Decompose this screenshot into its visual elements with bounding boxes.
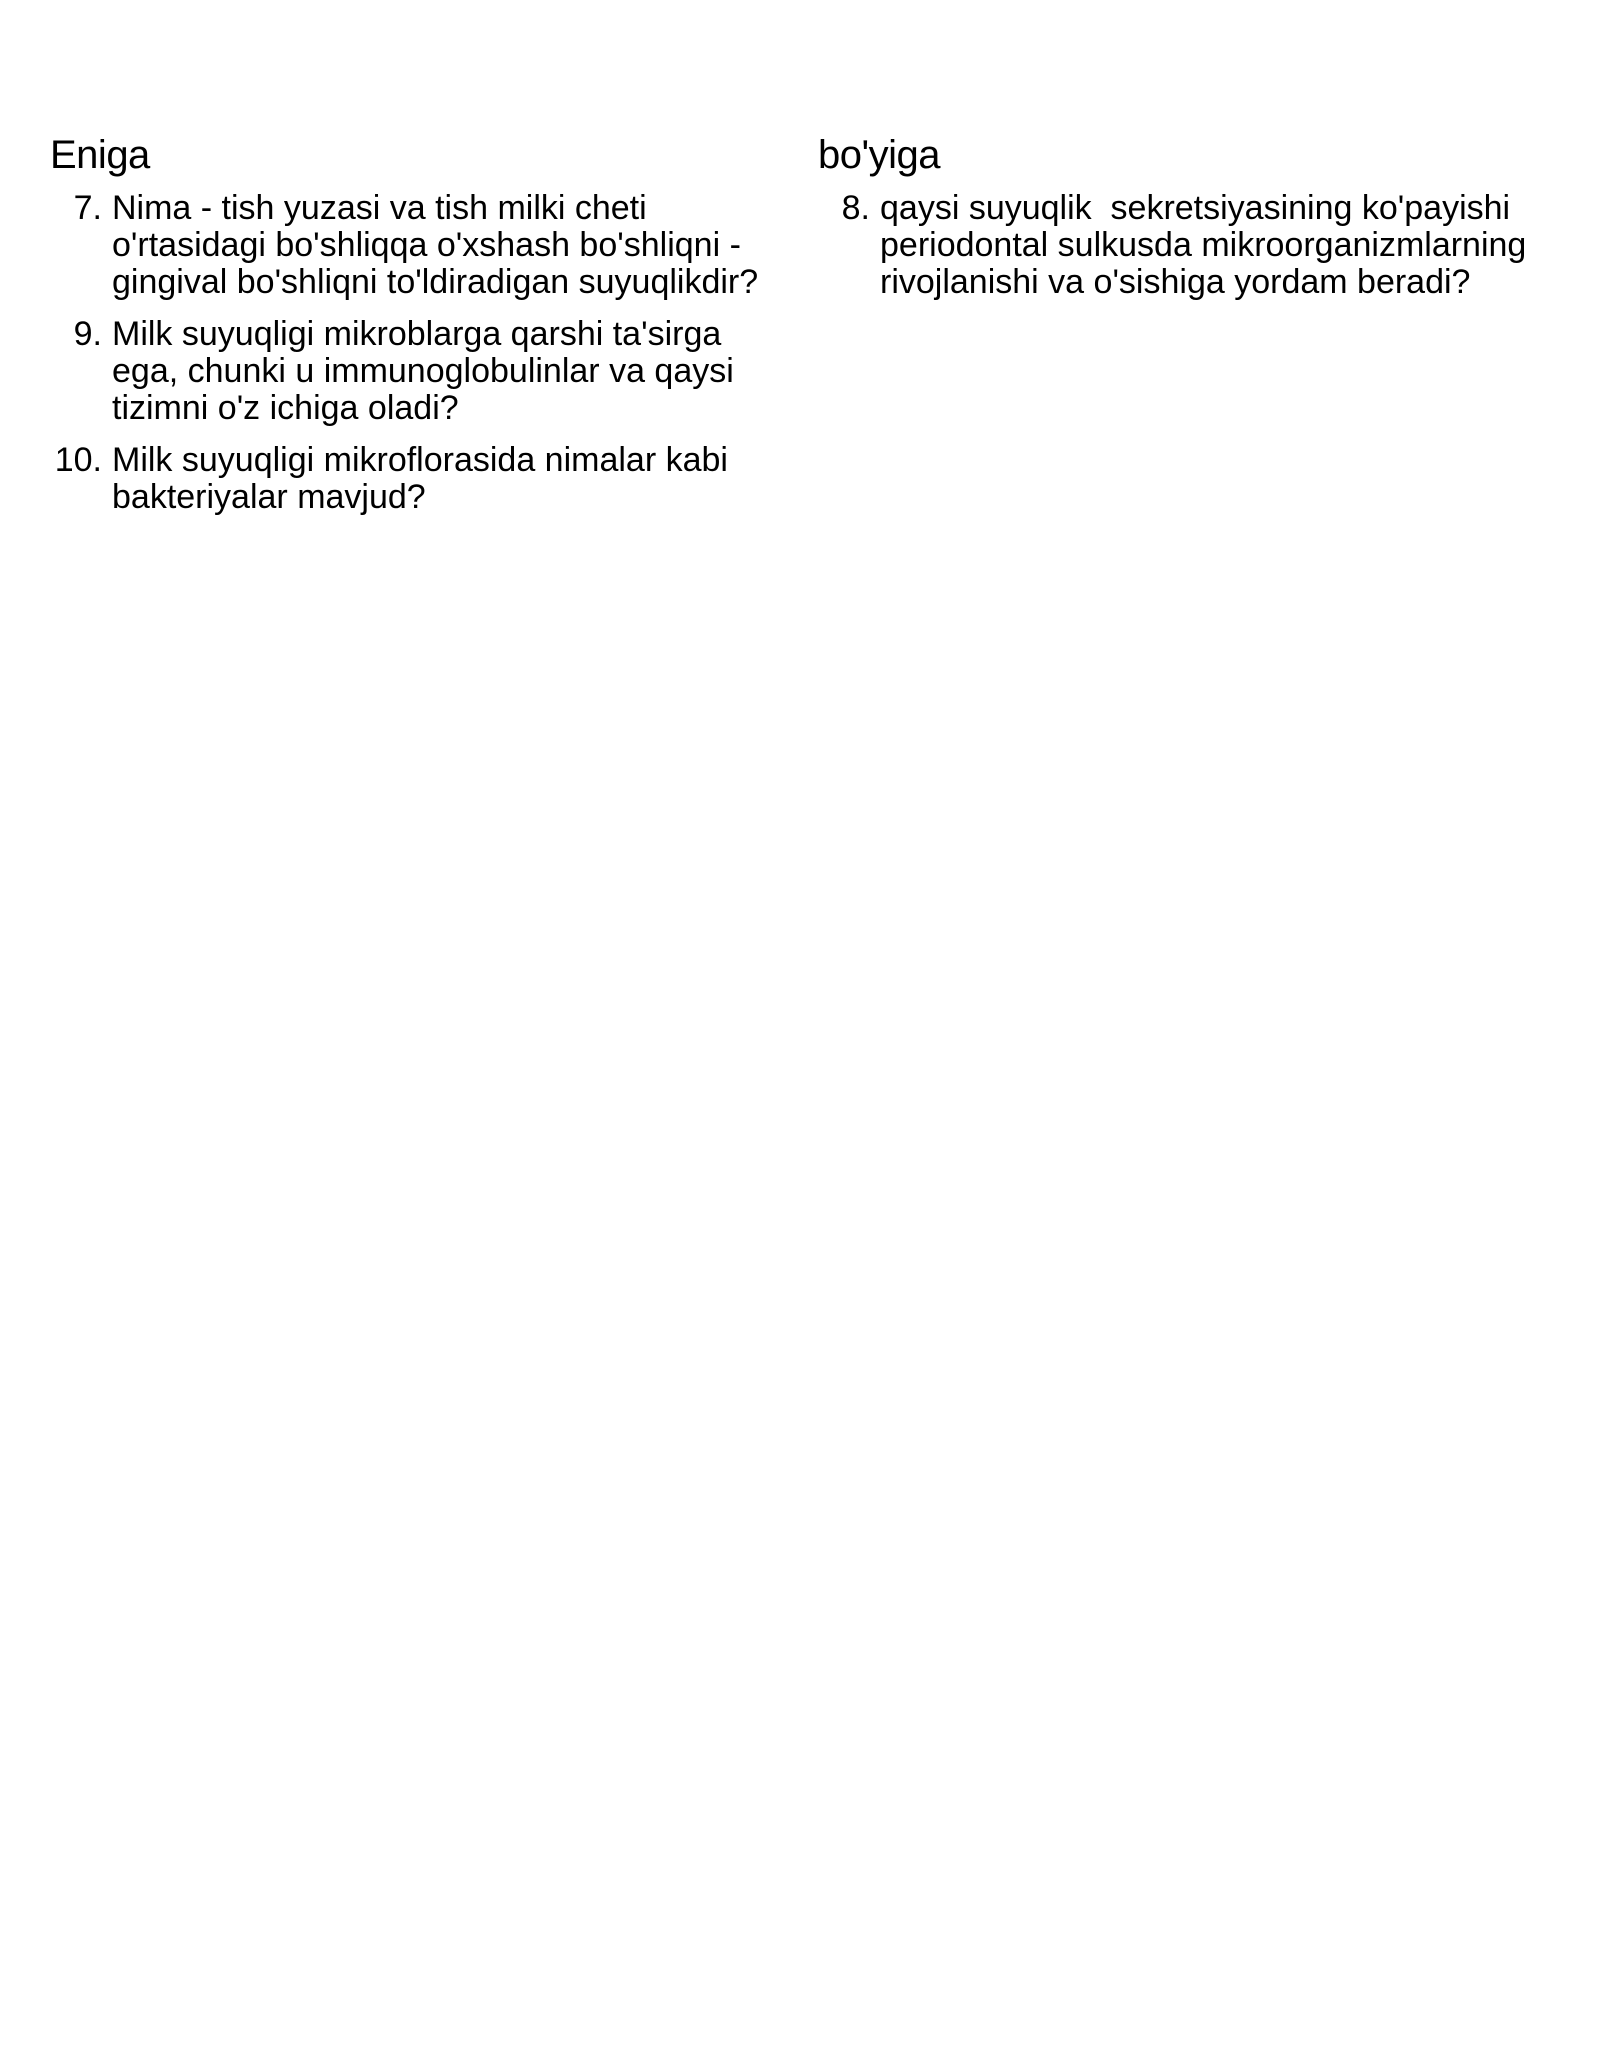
clue-number: 9. — [73, 315, 102, 353]
down-clues-column — [818, 132, 1558, 316]
clue-item — [50, 442, 790, 516]
across-clues-column — [50, 132, 790, 531]
clue-item — [818, 190, 1558, 301]
down-heading: bo'yiga — [818, 133, 941, 177]
clue-number: 10. — [54, 441, 102, 479]
clue-item — [50, 190, 790, 301]
clue-item — [50, 316, 790, 427]
clue-text: Nima - tish yuzasi va tish milki cheti o'rtasidagi bo'shliqqa o'xshash bo'shliqni - gingival bo'shliqni to'ldiradigan suyuqlikdir? — [112, 189, 759, 301]
clue-number: 7. — [73, 189, 102, 227]
clue-number: 8. — [841, 189, 870, 227]
clue-text: qaysi suyuqlik sekretsiyasining ko'payishi periodontal sulkusda mikroorganizmlarning rivojlanishi va o'sishiga yordam beradi? — [880, 189, 1536, 301]
clue-text: Milk suyuqligi mikroblarga qarshi ta'sirga ega, chunki u immunoglobulinlar va qaysi tizimni o'z ichiga oladi? — [112, 315, 744, 427]
across-heading: Eniga — [50, 133, 150, 177]
clue-text: Milk suyuqligi mikroflorasida nimalar kabi bakteriyalar mavjud? — [112, 441, 738, 516]
